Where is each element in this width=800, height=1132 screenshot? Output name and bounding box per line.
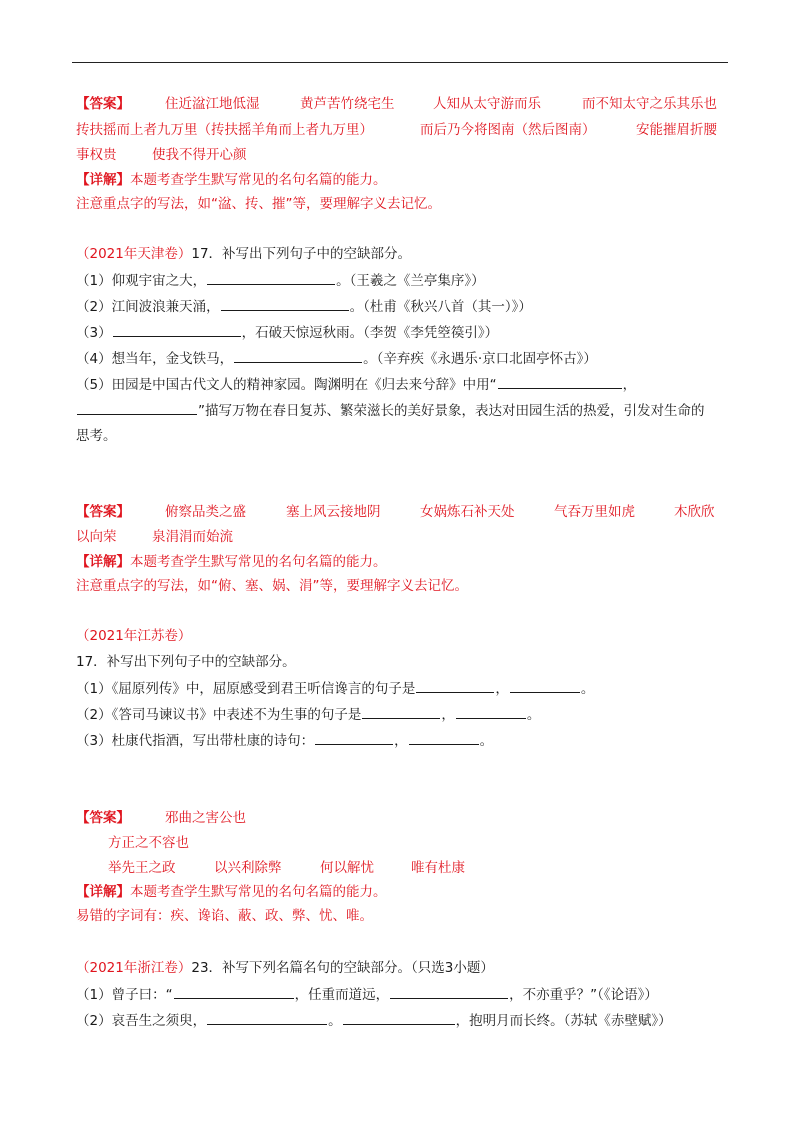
note-line: 注意重点字的写法，如“俯、塞、娲、涓”等，要理解字义去记忆。 [76,578,468,594]
answer-text: 女娲炼石补天处 [420,504,515,520]
answer-line [76,502,130,522]
detail-text: 本题考查学生默写常见的名句名篇的能力。 [130,884,387,900]
fill-blank[interactable] [390,984,508,999]
detail-text: 本题考查学生默写常见的名句名篇的能力。 [130,554,387,570]
question-item: （2）江间波浪兼天涌， 。（杜甫《秋兴八首（其一）》） [76,296,532,317]
question-stem: 17．补写出下列句子中的空缺部分。 [76,654,296,670]
header-rule [72,62,728,63]
answer-text: 塞上风云接地阴 [286,504,381,520]
answer-text: 方正之不容也 [108,835,189,851]
answer-text: 俯察品类之盛 [165,504,246,520]
fill-blank[interactable] [315,730,393,745]
note-line: 易错的字词有：疾、谗谄、蔽、政、弊、忧、唯。 [76,908,373,924]
answer-text: 气吞万里如虎 [554,504,635,520]
question-item: （1）仰观宇宙之大， 。（王羲之《兰亭集序》） [76,270,485,291]
fill-blank[interactable] [456,704,526,719]
question-item: （2）《答司马谏议书》中表述不为生事的句子是 ， 。 [76,704,540,725]
answer-text: 而后乃今将图南（然后图南） [420,122,596,138]
answer-text: 抟扶摇而上者九万里（抟扶摇羊角而上者九万里） [76,122,373,138]
detail-line [76,170,387,190]
question-source: （2021年天津卷） [76,246,192,262]
fill-blank[interactable] [362,704,440,719]
answer-line [76,808,130,828]
detail-line [76,882,387,902]
question-stem [76,958,494,978]
answer-text: 以向荣 [76,529,117,545]
question-text: 23．补写下列名篇名句的空缺部分。（只选3小题） [191,960,494,976]
answer-text: 黄芦苦竹绕宅生 [300,96,395,112]
question-item-cont: ”描写万物在春日复苏、繁荣滋长的美好景象，表达对田园生活的热爱，引发对生命的 [76,400,705,421]
answer-text: 举先王之政 [108,860,176,876]
answer-text: 使我不得开心颜 [152,147,247,163]
fill-blank[interactable] [77,400,197,415]
answer-text: 邪曲之害公也 [165,810,246,826]
question-item: （2）哀吾生之须臾， 。 ，抱明月而长终。（苏轼《赤壁赋》） [76,1010,672,1031]
fill-blank[interactable] [221,296,349,311]
answer-text: 事权贵 [76,147,117,163]
question-item: （1）《屈原列传》中，屈原感受到君王听信谗言的句子是 ， 。 [76,678,594,699]
question-item: （3） ，石破天惊逗秋雨。（李贺《李凭箜篌引》） [76,322,498,343]
fill-blank[interactable] [174,984,294,999]
question-stem [76,244,411,264]
fill-blank[interactable] [416,678,494,693]
question-source-line [76,626,191,646]
answer-text: 何以解忧 [320,860,374,876]
answer-text: 木欣欣 [674,504,715,520]
answer-tag: 【答案】 [76,810,130,826]
fill-blank[interactable] [207,270,335,285]
question-source: （2021年江苏卷） [76,628,192,644]
question-text: 17．补写出下列句子中的空缺部分。 [191,246,412,262]
fill-blank[interactable] [409,730,479,745]
fill-blank[interactable] [234,348,362,363]
answer-tag: 【答案】 [76,504,130,520]
answer-text: 泉涓涓而始流 [152,529,233,545]
answer-tag: 【答案】 [76,96,130,112]
detail-text: 本题考查学生默写常见的名句名篇的能力。 [130,172,387,188]
question-item: （3）杜康代指酒，写出带杜康的诗句： ， 。 [76,730,493,751]
answer-text: 而不知太守之乐其乐也 [582,96,717,112]
answer-text: 人知从太守游而乐 [433,96,541,112]
fill-blank[interactable] [207,1010,327,1025]
detail-tag: 【详解】 [76,884,130,900]
detail-tag: 【详解】 [76,554,130,570]
question-item: （1）曾子曰：“ ，任重而道远， ，不亦重乎？”（《论语》） [76,984,658,1005]
question-item: （5）田园是中国古代文人的精神家园。陶渊明在《归去来兮辞》中用“ ， [76,374,636,395]
fill-blank[interactable] [343,1010,455,1025]
question-source: （2021年浙江卷） [76,960,192,976]
fill-blank[interactable] [510,678,580,693]
answer-text: 安能摧眉折腰 [636,122,717,138]
question-item: （4）想当年，金戈铁马， 。（辛弃疾《永遇乐·京口北固亭怀古》） [76,348,597,369]
answer-text: 以兴利除弊 [214,860,282,876]
answer-text: 住近湓江地低湿 [165,96,260,112]
answer-line [76,94,130,114]
question-item-cont: 思考。 [76,428,117,444]
detail-line [76,552,387,572]
fill-blank[interactable] [498,374,622,389]
answer-text: 唯有杜康 [411,860,465,876]
fill-blank[interactable] [113,322,241,337]
detail-tag: 【详解】 [76,172,130,188]
note-line: 注意重点字的写法，如“湓、抟、摧”等，要理解字义去记忆。 [76,196,441,212]
